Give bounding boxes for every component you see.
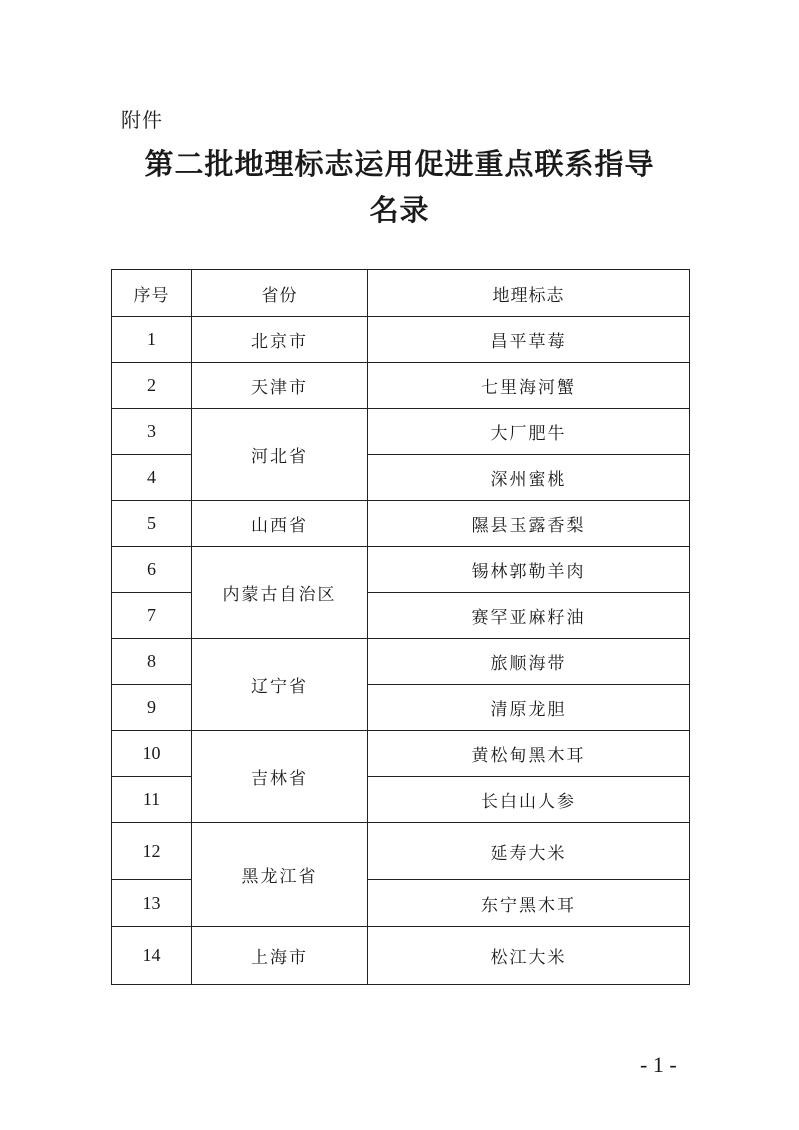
- gi-cell: 七里海河蟹: [368, 363, 690, 409]
- table-row: [112, 363, 690, 409]
- gi-cell: 清原龙胆: [368, 685, 690, 731]
- serial-cell: 1: [112, 317, 192, 363]
- table-row: [112, 409, 690, 455]
- table-row: [112, 731, 690, 777]
- province-cell: 山西省: [192, 501, 368, 547]
- province-cell: 北京市: [192, 317, 368, 363]
- serial-cell: 12: [112, 823, 192, 880]
- serial-cell: 3: [112, 409, 192, 455]
- serial-cell: 7: [112, 593, 192, 639]
- table-header-row: [112, 270, 690, 317]
- table-row: [112, 823, 690, 880]
- gi-cell: 赛罕亚麻籽油: [368, 593, 690, 639]
- document-title-line2: 名录: [369, 193, 430, 227]
- gi-cell: 大厂肥牛: [368, 409, 690, 455]
- serial-cell: 8: [112, 639, 192, 685]
- gi-cell: 昌平草莓: [368, 317, 690, 363]
- page-number: - 1 -: [640, 1052, 677, 1077]
- serial-cell: 13: [112, 880, 192, 927]
- gi-cell: 延寿大米: [368, 823, 690, 880]
- table-row: [112, 317, 690, 363]
- gi-cell: 锡林郭勒羊肉: [368, 547, 690, 593]
- province-cell: 内蒙古自治区: [192, 547, 368, 639]
- gi-cell: 深州蜜桃: [368, 455, 690, 501]
- serial-cell: 4: [112, 455, 192, 501]
- gi-cell: 旅顺海带: [368, 639, 690, 685]
- serial-cell: 6: [112, 547, 192, 593]
- gi-cell: 长白山人参: [368, 777, 690, 823]
- province-cell: 黑龙江省: [192, 823, 368, 927]
- serial-cell: 5: [112, 501, 192, 547]
- table-row: [112, 927, 690, 985]
- serial-cell: 14: [112, 927, 192, 985]
- province-cell: 天津市: [192, 363, 368, 409]
- column-header-serial: 序号: [112, 270, 192, 317]
- column-header-gi: 地理标志: [368, 270, 690, 317]
- province-cell: 河北省: [192, 409, 368, 501]
- document-title-line1: 第二批地理标志运用促进重点联系指导: [144, 147, 655, 181]
- province-cell: 上海市: [192, 927, 368, 985]
- serial-cell: 9: [112, 685, 192, 731]
- table-row: [112, 639, 690, 685]
- gi-cell: 隰县玉露香梨: [368, 501, 690, 547]
- province-cell: 吉林省: [192, 731, 368, 823]
- serial-cell: 2: [112, 363, 192, 409]
- column-header-province: 省份: [192, 270, 368, 317]
- attachment-label: 附件: [121, 108, 163, 132]
- table-row: [112, 547, 690, 593]
- gi-cell: 东宁黑木耳: [368, 880, 690, 927]
- province-cell: 辽宁省: [192, 639, 368, 731]
- serial-cell: 11: [112, 777, 192, 823]
- gi-cell: 松江大米: [368, 927, 690, 985]
- gi-cell: 黄松甸黑木耳: [368, 731, 690, 777]
- table-row: [112, 501, 690, 547]
- serial-cell: 10: [112, 731, 192, 777]
- gi-list-table: [111, 269, 690, 985]
